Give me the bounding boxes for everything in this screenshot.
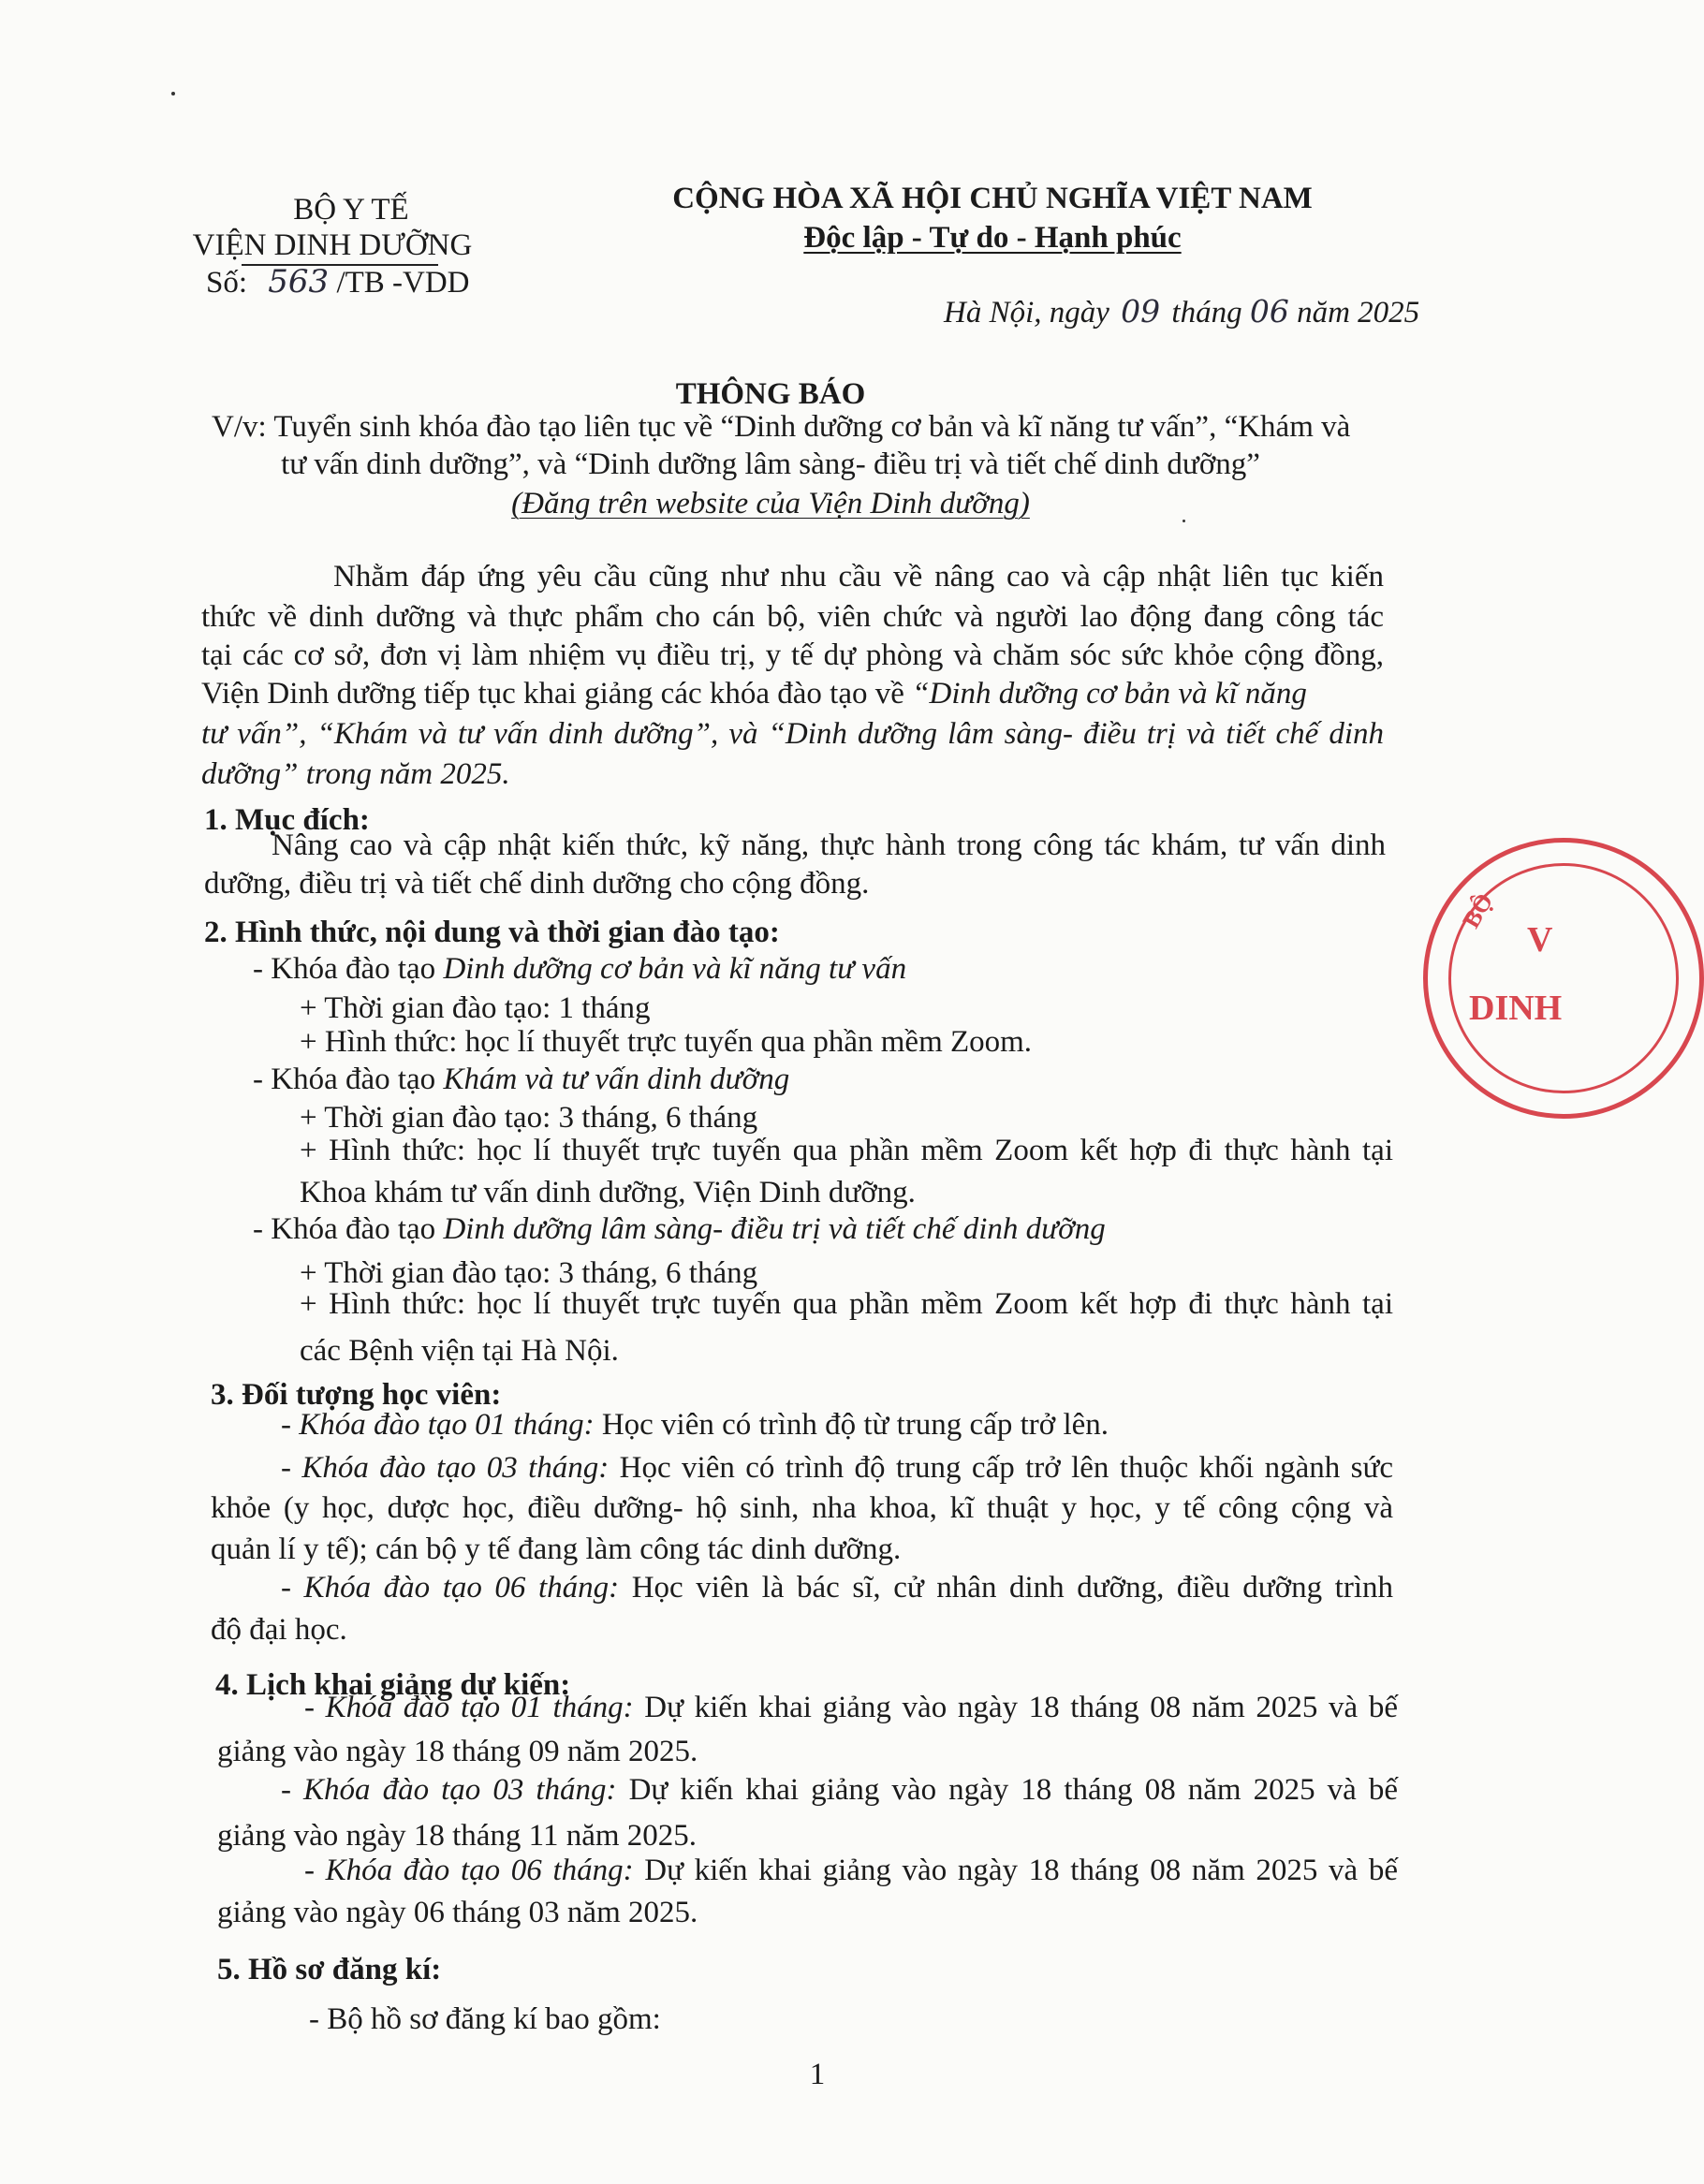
intro-line-1: Nhằm đáp ứng yêu cầu cũng như nhu cầu về nâng cao và cập nhật liên tục kiến — [333, 560, 1384, 594]
scan-speck — [171, 92, 175, 95]
republic-title: CỘNG HÒA XÃ HỘI CHỦ NGHĨA VIỆT NAM — [672, 182, 1313, 215]
section-4-heading: 4. Lịch khai giảng dự kiến: — [215, 1668, 571, 1702]
schedule-1-label: - Khóa đào tạo 01 tháng: — [304, 1691, 634, 1724]
issue-date — [944, 293, 1420, 330]
institute-name — [178, 230, 487, 261]
doc-number-handwritten: 563 — [268, 263, 330, 300]
subject-line-1: V/v: Tuyển sinh khóa đào tạo liên tục về “Dinh dưỡng cơ bản và kĩ năng tư vấn”, “Khám và — [212, 410, 1351, 444]
seal-side-text: BỘ — [1457, 888, 1499, 933]
intro-line-4-course: “Dinh dưỡng cơ bản và kĩ năng — [912, 677, 1307, 711]
audience-6-text: Học viên là bác sĩ, cử nhân dinh dưỡng, điều dưỡng trình — [619, 1571, 1394, 1605]
schedule-6-label: - Khóa đào tạo 06 tháng: — [304, 1854, 634, 1887]
audience-1-label: - Khóa đào tạo 01 tháng: — [281, 1408, 595, 1442]
course-2-line — [253, 1064, 789, 1095]
subject-line-2: tư vấn dinh dưỡng”, và “Dinh dưỡng lâm sàng- điều trị và tiết chế dinh dưỡng” — [281, 447, 1260, 481]
section-3-heading: 3. Đối tượng học viên: — [211, 1378, 502, 1412]
course-3-prefix: - Khóa đào tạo — [253, 1212, 444, 1246]
national-motto — [646, 223, 1339, 254]
page-number: 1 — [809, 2058, 826, 2091]
intro-line-3: tại các cơ sở, đơn vị làm nhiệm vụ điều trị, y tế dự phòng và chăm sóc sức khỏe cộng đồng, — [201, 638, 1384, 672]
section-1-heading: 1. Mục đích: — [204, 803, 370, 837]
section-2-heading: 2. Hình thức, nội dung và thời gian đào tạo: — [204, 916, 780, 949]
section-5-heading: 5. Hồ sơ đăng kí: — [217, 1953, 442, 1986]
course-1-format: + Hình thức: học lí thuyết trực tuyến qua phần mềm Zoom. — [300, 1025, 1033, 1059]
schedule-3-text: Dự kiến khai giảng vào ngày 18 tháng 08 năm 2025 và bế — [616, 1773, 1398, 1807]
institute-name-text: VIỆN DINH DƯỠNG — [192, 228, 473, 262]
subject-publish-note: (Đăng trên website của Viện Dinh dưỡng) — [511, 487, 1030, 520]
course-2-duration: + Thời gian đào tạo: 3 tháng, 6 tháng — [300, 1101, 758, 1135]
date-month-handwritten: 06 — [1249, 293, 1289, 330]
course-2-name: Khám và tư vấn dinh dưỡng — [443, 1063, 790, 1096]
seal-text-top: V — [1527, 920, 1553, 960]
course-3-line — [253, 1214, 1106, 1245]
section-1-line-2: dưỡng, điều trị và tiết chế dinh dưỡng cho cộng đồng. — [204, 867, 870, 901]
official-seal — [1423, 838, 1704, 1119]
document-number — [206, 263, 470, 300]
doc-number-suffix: /TB -VDD — [336, 266, 470, 300]
schedule-1-line-2: giảng vào ngày 18 tháng 09 năm 2025. — [217, 1735, 698, 1768]
audience-3-label: - Khóa đào tạo 03 tháng: — [281, 1451, 610, 1485]
schedule-6-line-2: giảng vào ngày 06 tháng 03 năm 2025. — [217, 1896, 698, 1929]
schedule-3-label: - Khóa đào tạo 03 tháng: — [281, 1773, 617, 1807]
course-2-format-line-2: Khoa khám tư vấn dinh dưỡng, Viện Dinh dưỡng. — [300, 1176, 916, 1209]
notice-title: THÔNG BÁO — [675, 377, 866, 411]
section-1-line-1: Nâng cao và cập nhật kiến thức, kỹ năng, thực hành trong công tác khám, tư vấn dinh — [272, 828, 1386, 862]
audience-6-month — [281, 1573, 1393, 1604]
audience-3-text: Học viên có trình độ trung cấp trở lên thuộc khối ngành sức — [609, 1451, 1393, 1485]
schedule-3-line-2: giảng vào ngày 18 tháng 11 năm 2025. — [217, 1819, 698, 1853]
intro-line-6: dưỡng” trong năm 2025. — [201, 757, 510, 791]
date-month-label: tháng — [1171, 296, 1242, 330]
ministry-name: BỘ Y TẾ — [293, 193, 409, 227]
course-1-duration: + Thời gian đào tạo: 1 tháng — [300, 991, 651, 1025]
audience-3-month — [281, 1453, 1393, 1484]
audience-1-month — [281, 1410, 1109, 1441]
audience-6-line-2: độ đại học. — [211, 1613, 347, 1647]
schedule-3-month — [281, 1775, 1398, 1806]
date-place: Hà Nội, ngày — [944, 296, 1109, 330]
subject-line-3 — [0, 489, 1541, 520]
schedule-1-text: Dự kiến khai giảng vào ngày 18 tháng 08 năm 2025 và bế — [633, 1691, 1399, 1724]
section-5-line-1: - Bộ hồ sơ đăng kí bao gồm: — [309, 2002, 661, 2036]
audience-6-label: - Khóa đào tạo 06 tháng: — [281, 1571, 620, 1605]
date-day-handwritten: 09 — [1121, 293, 1161, 330]
course-1-line — [253, 954, 906, 985]
course-3-format-line-2: các Bệnh viện tại Hà Nội. — [300, 1334, 619, 1368]
scan-speck — [1183, 520, 1185, 522]
audience-3-line-3: quản lí y tế); cán bộ y tế đang làm công tác dinh dưỡng. — [211, 1532, 902, 1566]
course-3-name: Dinh dưỡng lâm sàng- điều trị và tiết chế dinh dưỡng — [443, 1212, 1106, 1246]
audience-1-text: Học viên có trình độ từ trung cấp trở lên. — [594, 1408, 1109, 1442]
intro-line-5: tư vấn”, “Khám và tư vấn dinh dưỡng”, và “Dinh dưỡng lâm sàng- điều trị và tiết chế dinh — [201, 717, 1384, 751]
doc-number-prefix: Số: — [206, 266, 248, 300]
date-year: năm 2025 — [1297, 296, 1420, 330]
audience-3-line-2: khỏe (y học, dược học, điều dưỡng- hộ sinh, nha khoa, kĩ thuật y học, y tế công cộng và — [211, 1491, 1393, 1525]
intro-line-2: thức về dinh dưỡng và thực phẩm cho cán bộ, viên chức và người lao động đang công tác — [201, 600, 1384, 634]
course-3-format-line-1: + Hình thức: học lí thuyết trực tuyến qua phần mềm Zoom kết hợp đi thực hành tại — [300, 1287, 1393, 1321]
course-1-prefix: - Khóa đào tạo — [253, 952, 444, 986]
intro-line-4 — [201, 679, 1384, 710]
national-motto-text: Độc lập - Tự do - Hạnh phúc — [803, 221, 1182, 255]
schedule-1-month — [304, 1693, 1398, 1723]
intro-line-4-text: Viện Dinh dưỡng tiếp tục khai giảng các khóa đào tạo về — [201, 677, 913, 711]
course-2-prefix: - Khóa đào tạo — [253, 1063, 444, 1096]
schedule-6-month — [304, 1855, 1398, 1886]
seal-text-mid: DINH — [1469, 989, 1563, 1028]
course-1-name: Dinh dưỡng cơ bản và kĩ năng tư vấn — [443, 952, 907, 986]
course-2-format-line-1: + Hình thức: học lí thuyết trực tuyến qua phần mềm Zoom kết hợp đi thực hành tại — [300, 1134, 1393, 1167]
course-3-duration: + Thời gian đào tạo: 3 tháng, 6 tháng — [300, 1256, 758, 1290]
schedule-6-text: Dự kiến khai giảng vào ngày 18 tháng 08 năm 2025 và bế — [633, 1854, 1399, 1887]
